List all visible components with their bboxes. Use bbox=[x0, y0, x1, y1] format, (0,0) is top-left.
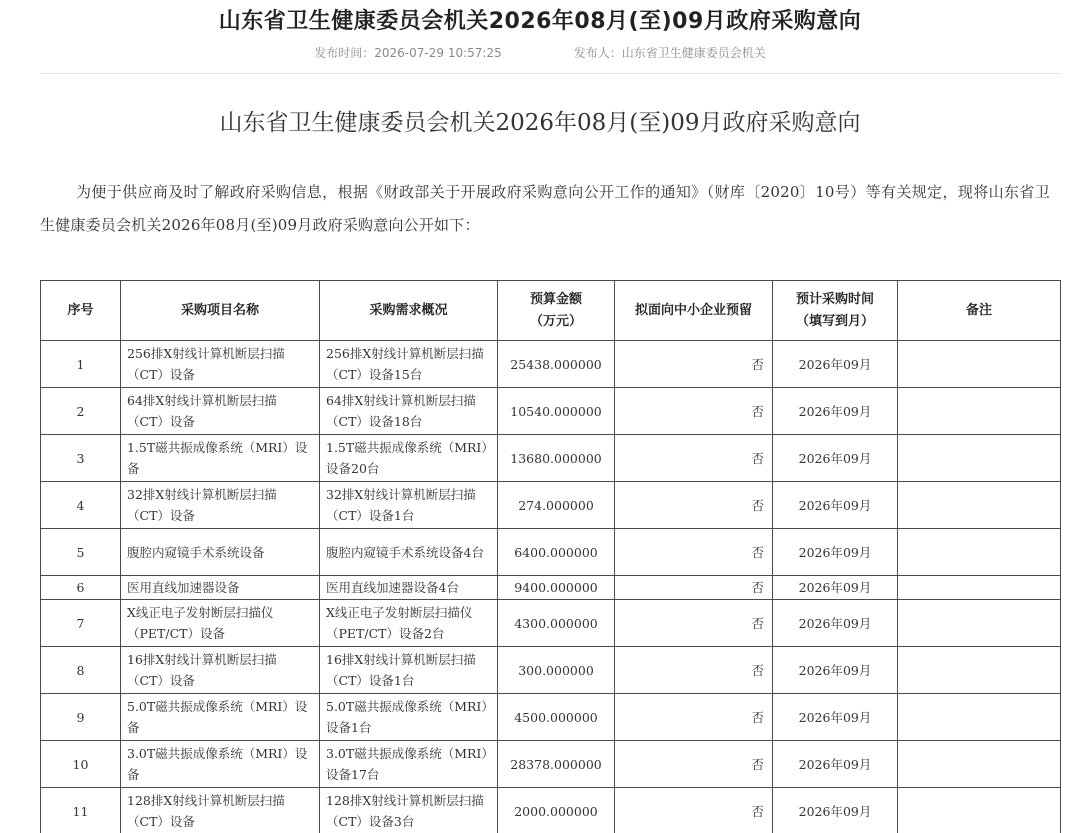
requirement-summary: 32排X射线计算机断层扫描（CT）设备1台 bbox=[326, 487, 476, 523]
purchase-time: 2026年09月 bbox=[798, 756, 872, 772]
sme-reserve: 否 bbox=[751, 356, 764, 372]
note-cell bbox=[898, 435, 1061, 482]
project-name: 5.0T磁共振成像系统（MRI）设备 bbox=[127, 699, 308, 735]
budget-amount: 13680.000000 bbox=[510, 450, 602, 466]
purchase-time-cell bbox=[773, 741, 898, 788]
row-number-cell bbox=[41, 694, 121, 741]
project-name: 16排X射线计算机断层扫描（CT）设备 bbox=[127, 652, 277, 688]
project-name: 256排X射线计算机断层扫描（CT）设备 bbox=[127, 346, 285, 382]
budget-amount: 300.000000 bbox=[518, 662, 594, 678]
header-project-name: 采购项目名称 bbox=[121, 281, 320, 341]
requirement-summary: 64排X射线计算机断层扫描（CT）设备18台 bbox=[326, 393, 476, 429]
budget-amount-cell bbox=[498, 341, 615, 388]
intro-paragraph: 为便于供应商及时了解政府采购信息，根据《财政部关于开展政府采购意向公开工作的通知》（财库〔2020〕10号）等有关规定，现将山东省卫生健康委员会机关2026年08月(至)09月政府采购意向公开如下： bbox=[40, 183, 1050, 234]
header-budget-unit: （万元） bbox=[529, 313, 582, 329]
row-number-cell bbox=[41, 788, 121, 833]
row-number: 11 bbox=[72, 803, 89, 819]
document-title: 山东省卫生健康委员会机关2026年08月(至)09月政府采购意向 bbox=[219, 110, 861, 136]
project-name: 3.0T磁共振成像系统（MRI）设备 bbox=[127, 746, 308, 782]
budget-amount-cell bbox=[498, 388, 615, 435]
publish-time: 发布时间：2026-07-29 10:57:25 bbox=[314, 46, 502, 60]
sme-reserve-cell bbox=[615, 529, 773, 576]
budget-amount: 9400.000000 bbox=[514, 580, 598, 595]
project-name-cell bbox=[121, 600, 320, 647]
table-row bbox=[41, 788, 1061, 833]
sme-reserve: 否 bbox=[751, 403, 764, 419]
table-row bbox=[41, 741, 1061, 788]
sme-reserve-cell bbox=[615, 388, 773, 435]
project-name-cell bbox=[121, 576, 320, 600]
sme-reserve: 否 bbox=[751, 450, 764, 466]
requirement-summary: 128排X射线计算机断层扫描（CT）设备3台 bbox=[326, 793, 484, 829]
table-row bbox=[41, 600, 1061, 647]
header-purchase-time bbox=[773, 281, 898, 341]
header-budget bbox=[498, 281, 615, 341]
note-cell bbox=[898, 741, 1061, 788]
sme-reserve: 否 bbox=[751, 615, 764, 631]
purchase-time: 2026年09月 bbox=[798, 403, 872, 419]
purchase-time-cell bbox=[773, 529, 898, 576]
requirement-summary: 腹腔内窥镜手术系统设备4台 bbox=[326, 544, 484, 560]
purchase-time-cell bbox=[773, 647, 898, 694]
row-number: 10 bbox=[72, 756, 89, 772]
budget-amount: 274.000000 bbox=[518, 497, 594, 513]
sme-reserve-cell bbox=[615, 576, 773, 600]
table-row bbox=[41, 435, 1061, 482]
row-number: 5 bbox=[76, 544, 85, 560]
sme-reserve-cell bbox=[615, 647, 773, 694]
header-budget-label: 预算金额 bbox=[529, 291, 582, 307]
requirement-summary: 5.0T磁共振成像系统（MRI）设备1台 bbox=[326, 699, 488, 735]
project-name: X线正电子发射断层扫描仪（PET/CT）设备 bbox=[127, 605, 274, 641]
note-cell bbox=[898, 529, 1061, 576]
note-cell bbox=[898, 647, 1061, 694]
sme-reserve: 否 bbox=[751, 580, 764, 595]
purchase-time-cell bbox=[773, 788, 898, 833]
budget-amount: 4300.000000 bbox=[514, 615, 598, 631]
project-name: 1.5T磁共振成像系统（MRI）设备 bbox=[127, 440, 308, 476]
sme-reserve: 否 bbox=[751, 544, 764, 560]
budget-amount-cell bbox=[498, 482, 615, 529]
sme-reserve: 否 bbox=[751, 709, 764, 725]
header-time-hint: （填写到月） bbox=[795, 313, 874, 329]
requirement-summary-cell bbox=[320, 576, 498, 600]
purchase-time-cell bbox=[773, 694, 898, 741]
table-body bbox=[41, 341, 1061, 833]
note-cell bbox=[898, 694, 1061, 741]
requirement-summary-cell bbox=[320, 600, 498, 647]
requirement-summary-cell bbox=[320, 529, 498, 576]
requirement-summary-cell bbox=[320, 694, 498, 741]
row-number: 1 bbox=[76, 356, 85, 372]
sme-reserve-cell bbox=[615, 341, 773, 388]
row-number-cell bbox=[41, 741, 121, 788]
budget-amount-cell bbox=[498, 788, 615, 833]
note-cell bbox=[898, 388, 1061, 435]
note-cell bbox=[898, 600, 1061, 647]
requirement-summary-cell bbox=[320, 647, 498, 694]
note-cell bbox=[898, 788, 1061, 833]
header-no: 序号 bbox=[41, 281, 121, 341]
requirement-summary: 256排X射线计算机断层扫描（CT）设备15台 bbox=[326, 346, 484, 382]
budget-amount-cell bbox=[498, 576, 615, 600]
sme-reserve-cell bbox=[615, 741, 773, 788]
table-row bbox=[41, 576, 1061, 600]
project-name: 128排X射线计算机断层扫描（CT）设备 bbox=[127, 793, 285, 829]
purchase-time: 2026年09月 bbox=[798, 580, 872, 595]
purchase-time-cell bbox=[773, 482, 898, 529]
row-number: 8 bbox=[76, 662, 85, 678]
project-name-cell bbox=[121, 388, 320, 435]
purchase-time-cell bbox=[773, 388, 898, 435]
sme-reserve: 否 bbox=[751, 756, 764, 772]
sme-reserve-cell bbox=[615, 482, 773, 529]
purchase-time-cell bbox=[773, 341, 898, 388]
publisher: 发布人：山东省卫生健康委员会机关 bbox=[573, 46, 766, 60]
row-number: 7 bbox=[76, 615, 85, 631]
row-number: 4 bbox=[76, 497, 85, 513]
header-note: 备注 bbox=[898, 281, 1061, 341]
requirement-summary-cell bbox=[320, 788, 498, 833]
article-meta bbox=[0, 44, 1080, 61]
budget-amount-cell bbox=[498, 600, 615, 647]
row-number: 6 bbox=[76, 580, 85, 595]
budget-amount: 2000.000000 bbox=[514, 803, 598, 819]
project-name-cell bbox=[121, 341, 320, 388]
sme-reserve-cell bbox=[615, 600, 773, 647]
purchase-time: 2026年09月 bbox=[798, 544, 872, 560]
requirement-summary-cell bbox=[320, 482, 498, 529]
requirement-summary: X线正电子发射断层扫描仪（PET/CT）设备2台 bbox=[326, 605, 473, 641]
requirement-summary: 医用直线加速器设备4台 bbox=[326, 580, 459, 595]
project-name-cell bbox=[121, 788, 320, 833]
note-cell bbox=[898, 576, 1061, 600]
project-name-cell bbox=[121, 647, 320, 694]
purchase-time: 2026年09月 bbox=[798, 356, 872, 372]
row-number: 2 bbox=[76, 403, 85, 419]
sme-reserve-cell bbox=[615, 694, 773, 741]
budget-amount-cell bbox=[498, 529, 615, 576]
sme-reserve-cell bbox=[615, 435, 773, 482]
purchase-time: 2026年09月 bbox=[798, 803, 872, 819]
project-name: 32排X射线计算机断层扫描（CT）设备 bbox=[127, 487, 277, 523]
requirement-summary-cell bbox=[320, 388, 498, 435]
budget-amount: 10540.000000 bbox=[510, 403, 602, 419]
budget-amount: 25438.000000 bbox=[510, 356, 602, 372]
table-row bbox=[41, 388, 1061, 435]
header-time-label: 预计采购时间 bbox=[795, 291, 874, 307]
table-header-row bbox=[41, 281, 1061, 341]
requirement-summary-cell bbox=[320, 741, 498, 788]
table-row bbox=[41, 694, 1061, 741]
header-sme-reserve: 拟面向中小企业预留 bbox=[615, 281, 773, 341]
purchase-time: 2026年09月 bbox=[798, 662, 872, 678]
table-row bbox=[41, 529, 1061, 576]
requirement-summary-cell bbox=[320, 341, 498, 388]
row-number-cell bbox=[41, 647, 121, 694]
budget-amount: 6400.000000 bbox=[514, 544, 598, 560]
row-number-cell bbox=[41, 435, 121, 482]
table-row bbox=[41, 482, 1061, 529]
sme-reserve-cell bbox=[615, 788, 773, 833]
header-divider bbox=[40, 73, 1062, 74]
header-requirement: 采购需求概况 bbox=[320, 281, 498, 341]
row-number-cell bbox=[41, 388, 121, 435]
purchase-time: 2026年09月 bbox=[798, 450, 872, 466]
requirement-summary: 3.0T磁共振成像系统（MRI）设备17台 bbox=[326, 746, 488, 782]
purchase-time: 2026年09月 bbox=[798, 709, 872, 725]
budget-amount-cell bbox=[498, 741, 615, 788]
budget-amount: 4500.000000 bbox=[514, 709, 598, 725]
table-row bbox=[41, 647, 1061, 694]
project-name-cell bbox=[121, 694, 320, 741]
note-cell bbox=[898, 341, 1061, 388]
procurement-table bbox=[40, 280, 1061, 833]
purchase-time-cell bbox=[773, 576, 898, 600]
requirement-summary: 1.5T磁共振成像系统（MRI）设备20台 bbox=[326, 440, 488, 476]
project-name-cell bbox=[121, 741, 320, 788]
row-number: 3 bbox=[76, 450, 85, 466]
row-number: 9 bbox=[76, 709, 85, 725]
sme-reserve: 否 bbox=[751, 497, 764, 513]
row-number-cell bbox=[41, 482, 121, 529]
row-number-cell bbox=[41, 341, 121, 388]
budget-amount: 28378.000000 bbox=[510, 756, 602, 772]
page-title: 山东省卫生健康委员会机关2026年08月(至)09月政府采购意向 bbox=[218, 9, 862, 34]
sme-reserve: 否 bbox=[751, 662, 764, 678]
requirement-summary: 16排X射线计算机断层扫描（CT）设备1台 bbox=[326, 652, 476, 688]
requirement-summary-cell bbox=[320, 435, 498, 482]
purchase-time: 2026年09月 bbox=[798, 615, 872, 631]
row-number-cell bbox=[41, 600, 121, 647]
project-name: 医用直线加速器设备 bbox=[127, 580, 240, 595]
purchase-time-cell bbox=[773, 435, 898, 482]
table-row bbox=[41, 341, 1061, 388]
row-number-cell bbox=[41, 529, 121, 576]
project-name: 腹腔内窥镜手术系统设备 bbox=[127, 544, 265, 560]
purchase-time-cell bbox=[773, 600, 898, 647]
budget-amount-cell bbox=[498, 694, 615, 741]
sme-reserve: 否 bbox=[751, 803, 764, 819]
project-name-cell bbox=[121, 482, 320, 529]
note-cell bbox=[898, 482, 1061, 529]
budget-amount-cell bbox=[498, 647, 615, 694]
purchase-time: 2026年09月 bbox=[798, 497, 872, 513]
project-name-cell bbox=[121, 529, 320, 576]
project-name-cell bbox=[121, 435, 320, 482]
budget-amount-cell bbox=[498, 435, 615, 482]
project-name: 64排X射线计算机断层扫描（CT）设备 bbox=[127, 393, 277, 429]
row-number-cell bbox=[41, 576, 121, 600]
